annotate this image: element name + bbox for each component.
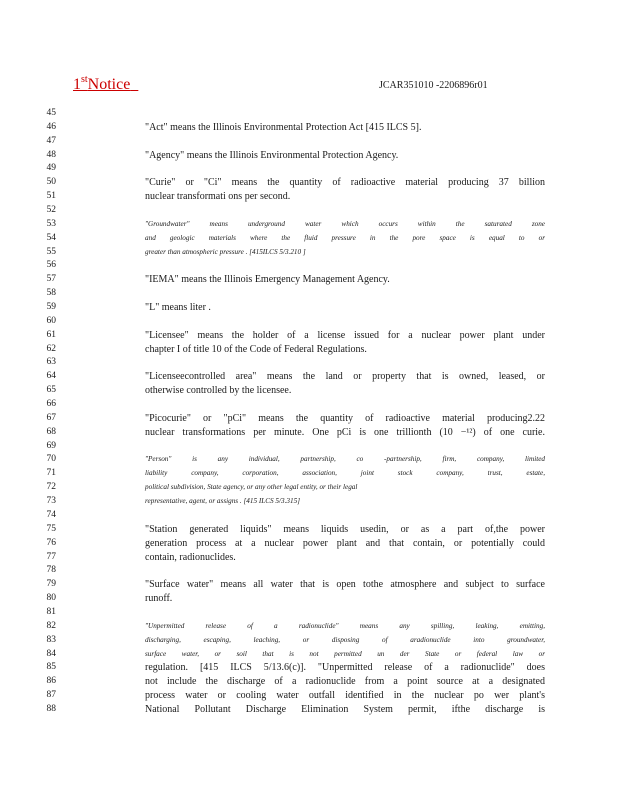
line-number: 63	[46, 357, 56, 368]
notice-superscript: st	[81, 74, 88, 85]
text-line: "Groundwater" means underground water which occurs within the saturated zone	[145, 219, 545, 228]
line-number: 75	[46, 523, 56, 534]
text-line: "Licenseecontrolled area" means the land or property that is owned, leased, or	[145, 371, 545, 383]
line-number: 67	[46, 412, 56, 423]
text-line: liability company, corporation, association, joint stock company, trust, estate,	[145, 469, 545, 478]
line-number: 50	[46, 177, 56, 188]
line-number: 62	[46, 343, 56, 354]
text-line: "L" means liter .	[145, 302, 211, 314]
text-line: "Picocurie" or "pCi" means the quantity of radioactive material producing2.22	[145, 412, 545, 424]
blank-line	[145, 356, 545, 370]
line-number: 47	[46, 135, 56, 146]
line-number: 66	[46, 399, 56, 410]
blank-line	[145, 509, 545, 523]
notice-word: Notice	[87, 76, 131, 93]
line-number: 51	[46, 191, 56, 202]
notice-prefix: 1	[73, 76, 81, 93]
line-number: 72	[46, 482, 56, 493]
line-number: 82	[46, 620, 56, 631]
line-number: 64	[46, 371, 56, 382]
blank-line	[145, 606, 545, 620]
line-number: 58	[46, 288, 56, 299]
line-number: 56	[46, 260, 56, 271]
line-number: 70	[46, 454, 56, 465]
text-line: "Licensee" means the holder of a license issued for a nuclear power plant under	[145, 329, 545, 341]
text-line: chapter I of title 10 of the Code of Federal Regulations.	[145, 343, 367, 355]
text-line: representative, agent, or assigns . [415 ILCS 5/3.315]	[145, 497, 300, 506]
text-line: process water or cooling water outfall identified in the nuclear po wer plant's	[145, 690, 545, 702]
line-number: 54	[46, 232, 56, 243]
line-number: 69	[46, 440, 56, 451]
line-number: 53	[46, 218, 56, 229]
text-line: "Act" means the Illinois Environmental Protection Act [415 ILCS 5].	[145, 121, 422, 133]
text-line: nuclear transformations per minute. One pCi is one trillionth (10 −¹²) of one curie.	[145, 426, 545, 438]
line-number: 60	[46, 315, 56, 326]
line-number: 85	[46, 662, 56, 673]
blank-line	[145, 440, 545, 454]
line-number: 71	[46, 468, 56, 479]
blank-line	[145, 287, 545, 301]
blank-line	[145, 204, 545, 218]
line-number: 52	[46, 205, 56, 216]
line-number: 83	[46, 634, 56, 645]
text-line: "Curie" or "Ci" means the quantity of radioactive material producing 37 billion	[145, 177, 545, 189]
blank-line	[145, 135, 545, 149]
line-number: 77	[46, 551, 56, 562]
line-number: 73	[46, 496, 56, 507]
text-line: runoff.	[145, 593, 173, 605]
line-number: 55	[46, 246, 56, 257]
line-number: 78	[46, 565, 56, 576]
text-line: contain, radionuclides.	[145, 551, 236, 563]
blank-line	[145, 259, 545, 273]
line-number: 59	[46, 302, 56, 313]
text-line: nuclear transformati ons per second.	[145, 191, 291, 203]
line-number: 68	[46, 426, 56, 437]
text-line: "Surface water" means all water that is open tothe atmosphere and subject to surface	[145, 579, 545, 591]
text-line: political subdivision, State agency, or any other legal entity, or their legal	[145, 483, 358, 492]
text-line: regulation. [415 ILCS 5/13.6(c)]. "Unpermitted release of a radionuclide" does	[145, 662, 545, 674]
blank-line	[145, 398, 545, 412]
text-line: "Agency" means the Illinois Environmental Protection Agency.	[145, 149, 399, 161]
blank-line	[145, 107, 545, 121]
text-line: otherwise controlled by the licensee.	[145, 385, 292, 397]
line-number: 76	[46, 537, 56, 548]
line-number: 49	[46, 163, 56, 174]
text-line: "Unpermitted release of a radionuclide" means any spilling, leaking, emitting,	[145, 621, 545, 630]
document-code: JCAR351010 -2206896r01	[379, 80, 488, 91]
text-line: greater than atmospheric pressure . [415ILCS 5/3.210 ]	[145, 247, 306, 256]
line-number: 84	[46, 648, 56, 659]
line-number: 86	[46, 676, 56, 687]
line-number: 57	[46, 274, 56, 285]
line-number: 46	[46, 121, 56, 132]
line-number: 88	[46, 703, 56, 714]
blank-line	[145, 564, 545, 578]
document-body	[145, 107, 545, 717]
text-line: generation process at a nuclear power plant and that contain, or potentially could	[145, 537, 545, 549]
line-number: 79	[46, 579, 56, 590]
line-number: 65	[46, 385, 56, 396]
line-number-column	[42, 107, 56, 717]
line-number: 80	[46, 593, 56, 604]
text-line: not include the discharge of a radionuclide from a point source at a designated	[145, 676, 545, 688]
text-line: surface water, or soil that is not permitted un der State or federal law or	[145, 649, 545, 658]
line-number: 81	[46, 606, 56, 617]
line-number: 61	[46, 329, 56, 340]
text-line: discharging, escaping, leaching, or disposing of aradionuclide into groundwater,	[145, 635, 545, 644]
line-number: 48	[46, 149, 56, 160]
line-number: 87	[46, 690, 56, 701]
line-number: 45	[46, 108, 56, 118]
text-line: and geologic materials where the fluid pressure in the pore space is equal to or	[145, 233, 545, 242]
text-line: National Pollutant Discharge Elimination System permit, ifthe discharge is	[145, 703, 545, 715]
blank-line	[145, 315, 545, 329]
text-line: "IEMA" means the Illinois Emergency Management Agency.	[145, 274, 390, 286]
text-line: "Station generated liquids" means liquids usedin, or as a part of,the power	[145, 523, 545, 535]
text-line: "Person" is any individual, partnership, co -partnership, firm, company, limited	[145, 455, 545, 464]
notice-heading	[73, 74, 138, 94]
line-number: 74	[46, 509, 56, 520]
blank-line	[145, 162, 545, 176]
